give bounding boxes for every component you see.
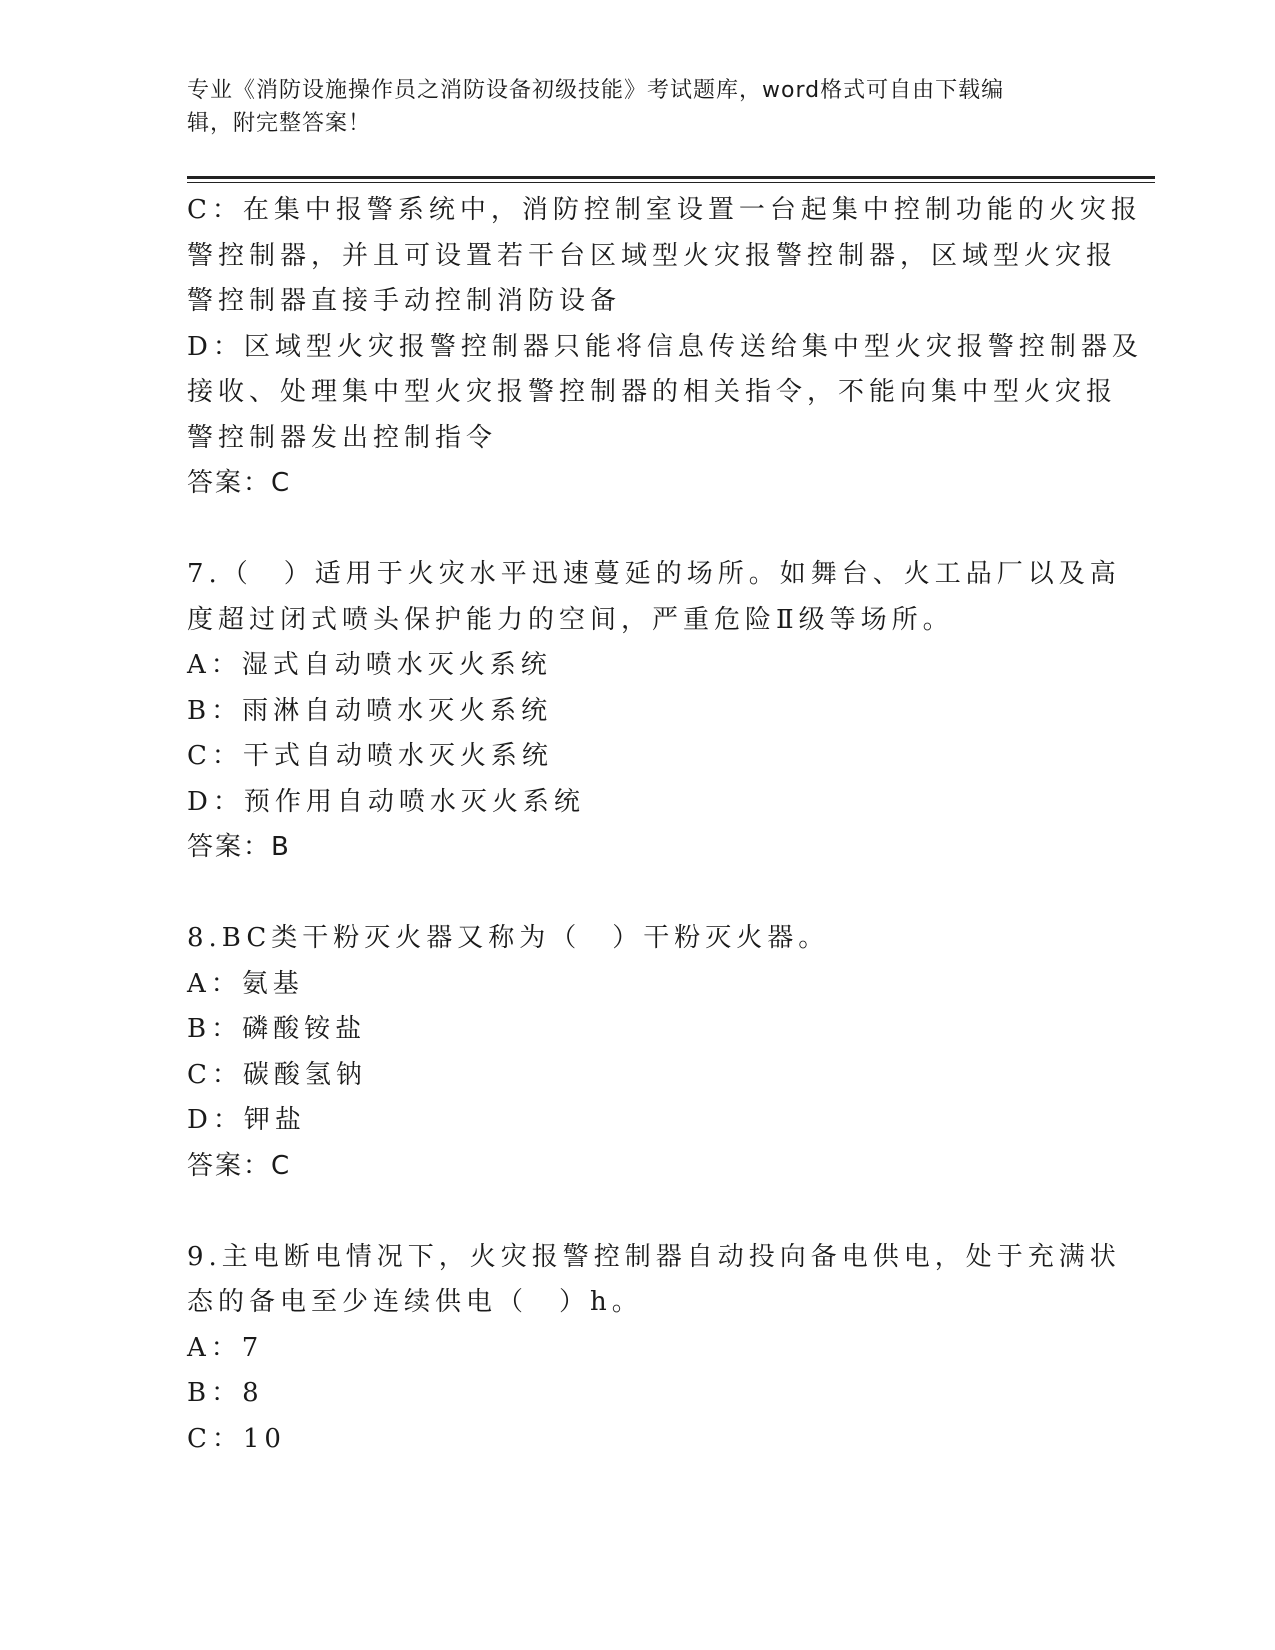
- header-line-1: 专业《消防设施操作员之消防设备初级技能》考试题库，word格式可自由下载编: [187, 78, 1005, 103]
- question-stem-line: 态的备电至少连续供电（ ）h。: [187, 1287, 643, 1317]
- question-8: [187, 916, 1087, 1189]
- question-stem-line: 7.（ ）适用于火灾水平迅速蔓延的场所。如舞台、火工品厂以及高: [187, 559, 1121, 589]
- option-line: C：在集中报警系统中，消防控制室设置一台起集中控制功能的火灾报: [187, 195, 1142, 225]
- option-c: C：10: [187, 1423, 286, 1454]
- option-d: [187, 325, 1143, 462]
- option-c: C：干式自动喷水灭火系统: [187, 741, 553, 771]
- question-stem-line: 9.主电断电情况下，火灾报警控制器自动投向备电供电，处于充满状: [187, 1241, 1121, 1272]
- option-b: B：雨淋自动喷水灭火系统: [187, 695, 553, 726]
- header-line-2: 辑，附完整答案！: [187, 111, 372, 136]
- option-line: D：区域型火灾报警控制器只能将信息传送给集中型火灾报警控制器及: [187, 331, 1143, 362]
- option-a: A：7: [187, 1332, 264, 1363]
- question-stem-line: 度超过闭式喷头保护能力的空间，严重危险Ⅱ级等场所。: [187, 604, 954, 635]
- answer-line: 答案：C: [187, 468, 292, 498]
- option-line: 警控制器发出控制指令: [187, 422, 498, 453]
- option-line: 接收、处理集中型火灾报警控制器的相关指令，不能向集中型火灾报: [187, 377, 1118, 407]
- option-d: D：预作用自动喷水灭火系统: [187, 786, 585, 817]
- spacer: [187, 871, 1087, 917]
- option-c: C：碳酸氢钠: [187, 1059, 367, 1090]
- spacer: [187, 1189, 1087, 1235]
- header-divider-thick: [187, 176, 1155, 179]
- question-stem-line: 8.BC类干粉灭火器又称为（ ）干粉灭火器。: [187, 923, 830, 953]
- question-list: [187, 188, 1143, 1462]
- option-a: A：氨基: [187, 968, 304, 999]
- option-b: B：磷酸铵盐: [187, 1014, 367, 1044]
- answer-line: 答案：B: [187, 832, 291, 862]
- option-b: B：8: [187, 1378, 264, 1408]
- question-6-continuation: [187, 188, 1143, 507]
- answer-line: 答案：C: [187, 1150, 292, 1181]
- option-c: [187, 188, 1142, 325]
- document-header: [187, 74, 1087, 140]
- option-line: 警控制器，并且可设置若干台区域型火灾报警控制器，区域型火灾报: [187, 240, 1118, 271]
- spacer: [187, 507, 1087, 553]
- option-d: D：钾盐: [187, 1105, 306, 1135]
- question-9: [187, 1235, 1121, 1463]
- question-7: [187, 552, 1121, 871]
- option-line: 警控制器直接手动控制消防设备: [187, 286, 622, 316]
- option-a: A：湿式自动喷水灭火系统: [187, 650, 552, 680]
- header-divider-thin: [187, 182, 1155, 183]
